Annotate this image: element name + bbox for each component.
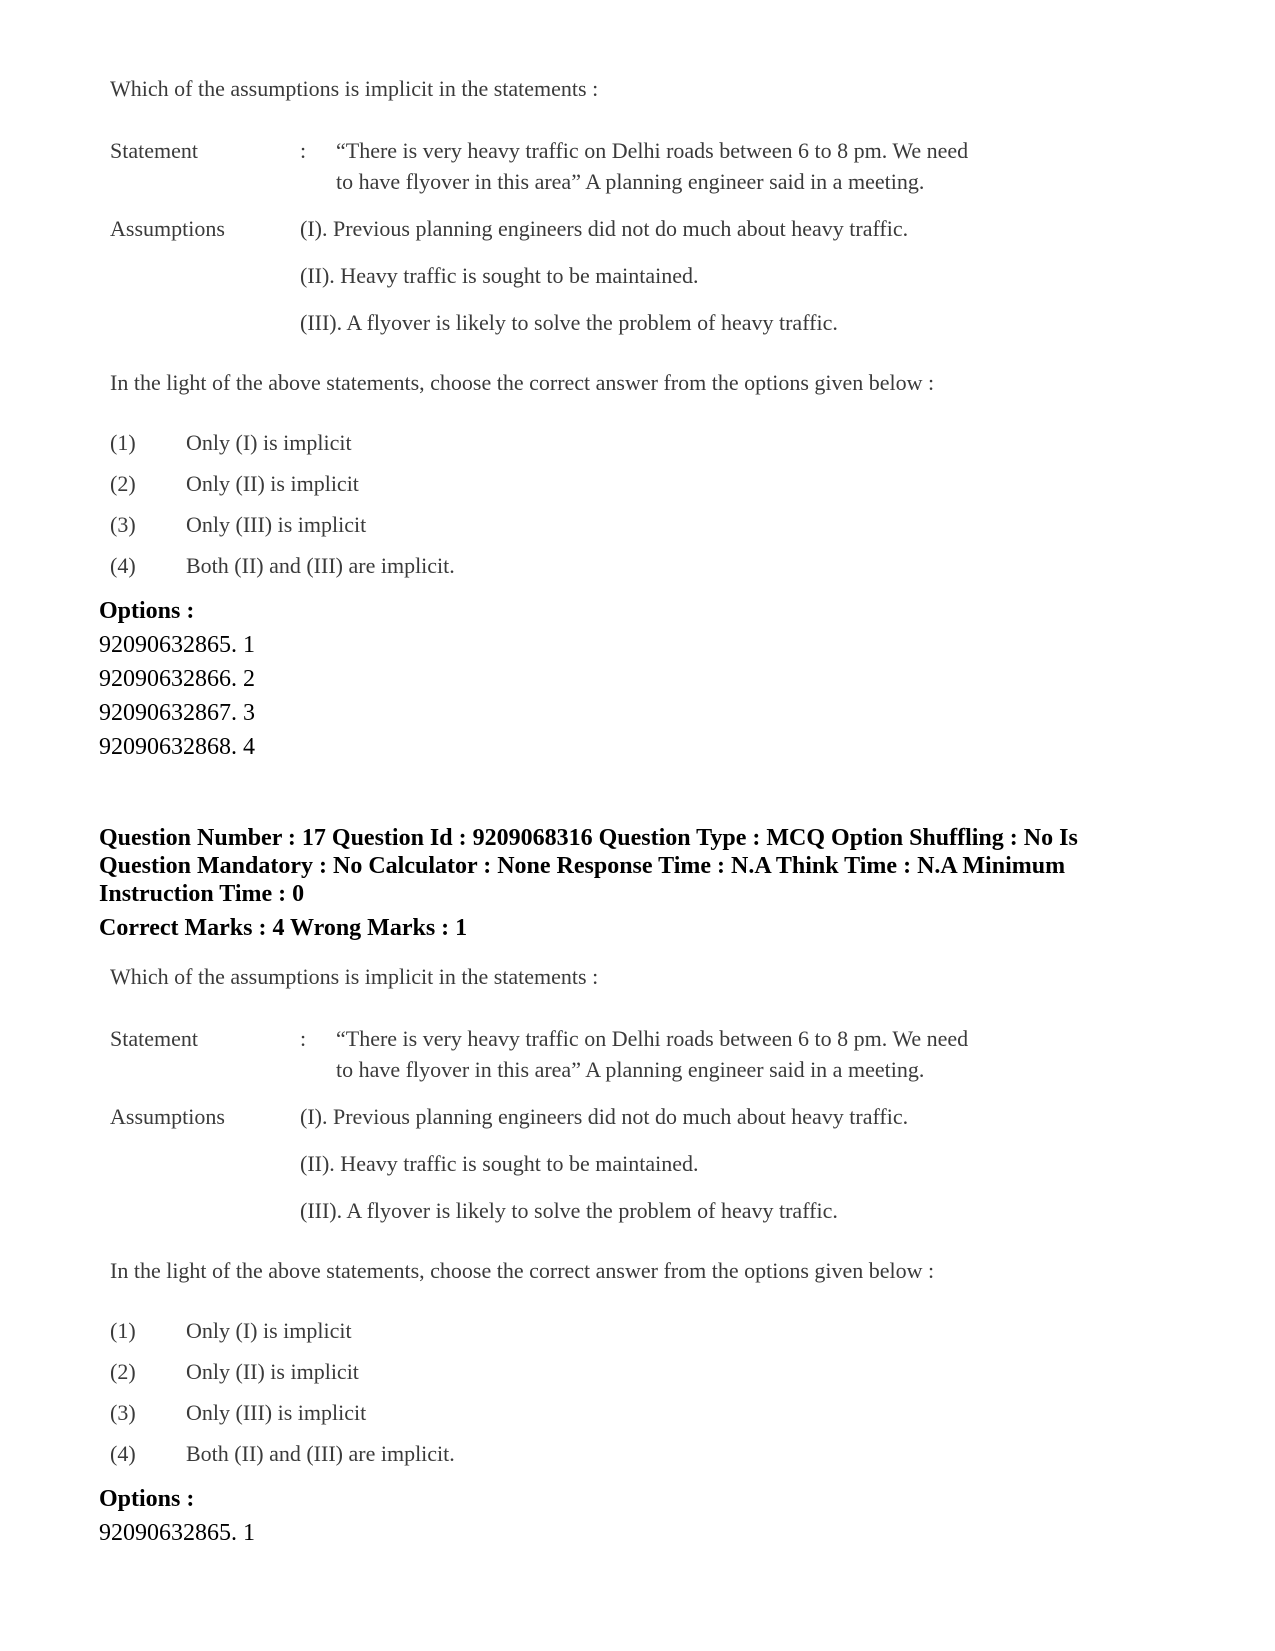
choice-text: Only (III) is implicit: [186, 512, 367, 537]
question-meta-line-2: Question Mandatory : No Calculator : None Response Time : N.A Think Time : N.A Minimum: [99, 853, 1066, 879]
answer-lead: In the light of the above statements, choose the correct answer from the options given below :: [110, 1258, 935, 1283]
choice-number: (4): [110, 553, 136, 578]
question-stem: Which of the assumptions is implicit in the statements :: [110, 964, 599, 989]
answer-lead: In the light of the above statements, choose the correct answer from the options given below :: [110, 370, 935, 395]
assumption-2: (II). Heavy traffic is sought to be maintained.: [300, 263, 699, 288]
options-heading: Options :: [99, 1486, 195, 1512]
option-id: 92090632868. 4: [99, 734, 255, 760]
statement-colon: :: [300, 1026, 307, 1051]
assumption-3: (III). A flyover is likely to solve the problem of heavy traffic.: [300, 1198, 838, 1223]
statement-line-1: “There is very heavy traffic on Delhi roads between 6 to 8 pm. We need: [336, 1026, 969, 1051]
choice-number: (1): [110, 1318, 136, 1343]
choice-text: Both (II) and (III) are implicit.: [186, 1441, 455, 1466]
choice-text: Only (II) is implicit: [186, 1359, 359, 1384]
question-meta-line-3: Instruction Time : 0: [99, 881, 305, 907]
choice-number: (3): [110, 512, 136, 537]
assumption-2: (II). Heavy traffic is sought to be maintained.: [300, 1151, 699, 1176]
option-id: 92090632865. 1: [99, 1520, 255, 1546]
choice-number: (3): [110, 1400, 136, 1425]
assumption-3: (III). A flyover is likely to solve the problem of heavy traffic.: [300, 310, 838, 335]
statement-line-2: to have flyover in this area” A planning engineer said in a meeting.: [336, 169, 925, 194]
choice-text: Only (II) is implicit: [186, 471, 359, 496]
assumption-1: (I). Previous planning engineers did not do much about heavy traffic.: [300, 1104, 909, 1129]
question-17-image: [0, 962, 1275, 1482]
option-id: 92090632865. 1: [99, 632, 255, 658]
assumptions-label: Assumptions: [110, 1104, 225, 1129]
statement-colon: :: [300, 138, 307, 163]
question-16-image: [0, 74, 1275, 594]
choice-number: (4): [110, 1441, 136, 1466]
choice-text: Only (III) is implicit: [186, 1400, 367, 1425]
assumption-1: (I). Previous planning engineers did not do much about heavy traffic.: [300, 216, 909, 241]
statement-line-2: to have flyover in this area” A planning engineer said in a meeting.: [336, 1057, 925, 1082]
options-heading: Options :: [99, 598, 195, 624]
option-id: 92090632866. 2: [99, 666, 255, 692]
option-id: 92090632867. 3: [99, 700, 255, 726]
statement-line-1: “There is very heavy traffic on Delhi roads between 6 to 8 pm. We need: [336, 138, 969, 163]
question-meta-line-1: Question Number : 17 Question Id : 9209068316 Question Type : MCQ Option Shuffling : No Is: [99, 825, 1078, 851]
question-marks: Correct Marks : 4 Wrong Marks : 1: [99, 915, 468, 941]
statement-label: Statement: [110, 1026, 198, 1051]
question-stem: Which of the assumptions is implicit in the statements :: [110, 76, 599, 101]
choice-number: (1): [110, 430, 136, 455]
statement-label: Statement: [110, 138, 198, 163]
choice-text: Only (I) is implicit: [186, 430, 352, 455]
assumptions-label: Assumptions: [110, 216, 225, 241]
choice-number: (2): [110, 471, 136, 496]
choice-text: Only (I) is implicit: [186, 1318, 352, 1343]
choice-text: Both (II) and (III) are implicit.: [186, 553, 455, 578]
choice-number: (2): [110, 1359, 136, 1384]
